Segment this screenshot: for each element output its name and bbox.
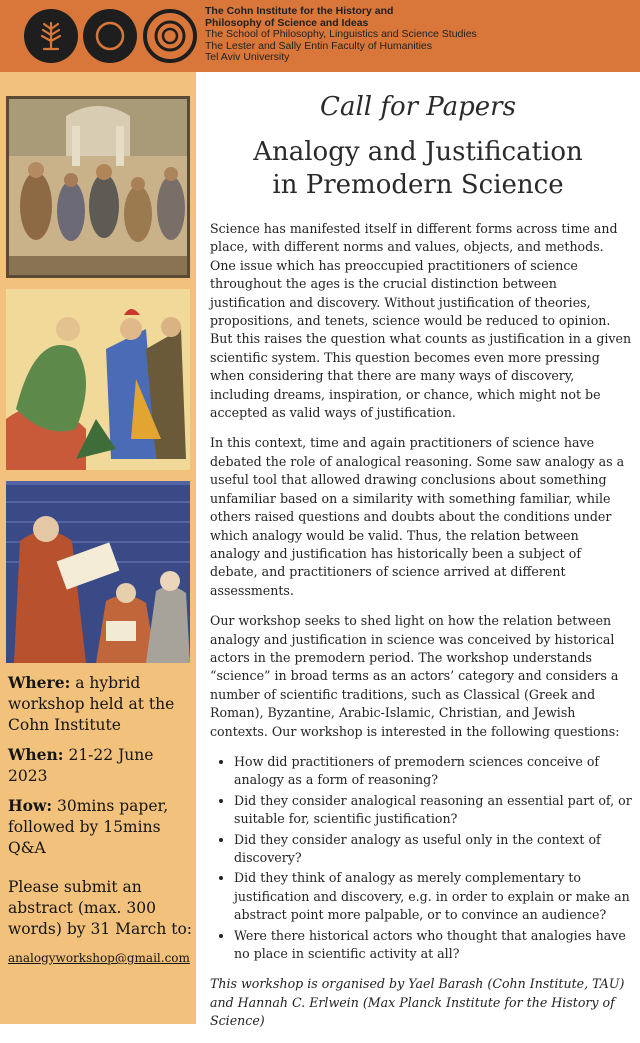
university-name: Tel Aviv University [205, 51, 290, 64]
question-item: • How did practitioners of premodern sciences conceive of analogy as a form of reasoning? [234, 753, 632, 790]
intro-paragraph: Science has manifested itself in different forms across time and place, with different norms and values, objects, and methods. One issue which has preoccupied practitioners of science throughout the ages is the crucial distinction between justification and discovery. Without justification of theories, propositions, and tenets, science would be reduced to opinion. But this raises the question what counts as justification in a given scientific system. This question becomes even more pressing when considering that there are many ways of discovery, including dreams, inspiration, or chance, which might not be accepted as valid ways of justification. [210, 221, 632, 421]
contact-email-link[interactable]: analogyworkshop@gmail.com [8, 951, 190, 965]
tau-emblem-logo [24, 9, 78, 63]
header-banner [0, 0, 640, 72]
how-info [8, 795, 192, 859]
cohn-logo-ring [83, 9, 137, 63]
call-for-papers-heading: Call for Papers [320, 92, 516, 122]
event-details [8, 672, 192, 969]
question-item: • Did they think of analogy as merely complementary to justification and discovery, e.g. in order to explain or make an abstract point more palpable, or to convince an audience? [234, 869, 632, 924]
institute-name-line1: The Cohn Institute for the History and [205, 5, 394, 17]
submission-instructions: Please submit an abstract (max. 300 words) by 31 March to: [8, 878, 193, 938]
title-line-1: Analogy and Justification [253, 137, 583, 167]
how-label: How: [8, 796, 53, 815]
body-text [210, 220, 632, 1043]
when-label: When: [8, 745, 64, 764]
sidebar [0, 72, 196, 1024]
question-item: • Did they consider analogy as useful only in the context of discovery? [234, 831, 632, 868]
how-value: 30mins paper, followed by 15mins Q&A [8, 797, 169, 857]
question-item: • Did they consider analogical reasoning an essential part of, or suitable for, scientific justification? [234, 792, 632, 829]
manuscript-teacher-image [6, 481, 190, 663]
workshop-title [196, 136, 640, 202]
institute-affiliation [205, 6, 635, 64]
title-line-2: in Premodern Science [272, 170, 564, 200]
where-value: a hybrid workshop held at the Cohn Institute [8, 674, 175, 734]
school-name: The School of Philosophy, Linguistics and Science Studies [205, 28, 477, 41]
main-content [196, 72, 640, 1029]
where-label: Where: [8, 673, 71, 692]
context-paragraph: In this context, time and again practitioners of science have debated the role of analogical reasoning. Some saw analogy as a useful tool that allowed drawing conclusions about something unfamiliar based on a similarity with something familiar, while others raised questions and doubts about the conditions under which analogy would be valid. Thus, the relation between analogy and justification has historically been a subject of debate, and practitioners of science arrived at different assessments. [210, 435, 625, 598]
when-value: 21-22 June 2023 [8, 746, 154, 785]
cohn-logo-double-ring [143, 9, 197, 63]
institute-name-line2: Philosophy of Science and Ideas [205, 16, 369, 29]
manuscript-figures-image [6, 289, 190, 470]
organisers-note: This workshop is organised by Yael Barash (Cohn Institute, TAU) and Hannah C. Erlwein (Max Planck Institute for the History of Science) [210, 976, 625, 1029]
where-info [8, 672, 192, 736]
question-item: • Were there historical actors who thought that analogies have no place in scientific activity at all? [234, 927, 632, 964]
mosaic-philosophers-image [6, 96, 190, 278]
questions-list [210, 753, 632, 963]
when-info [8, 744, 192, 787]
workshop-paragraph: Our workshop seeks to shed light on how the relation between analogy and justification in science was conceived by historical actors in the premodern period. The workshop understands “science” in broad terms as an actors’ category and considers a number of scientific traditions, such as Classical (Greek and Roman), Byzantine, Arabic-Islamic, Christian, and Jewish contexts. Our workshop is interested in the following questions: [210, 613, 620, 739]
faculty-name: The Lester and Sally Entin Faculty of Humanities [205, 39, 433, 52]
